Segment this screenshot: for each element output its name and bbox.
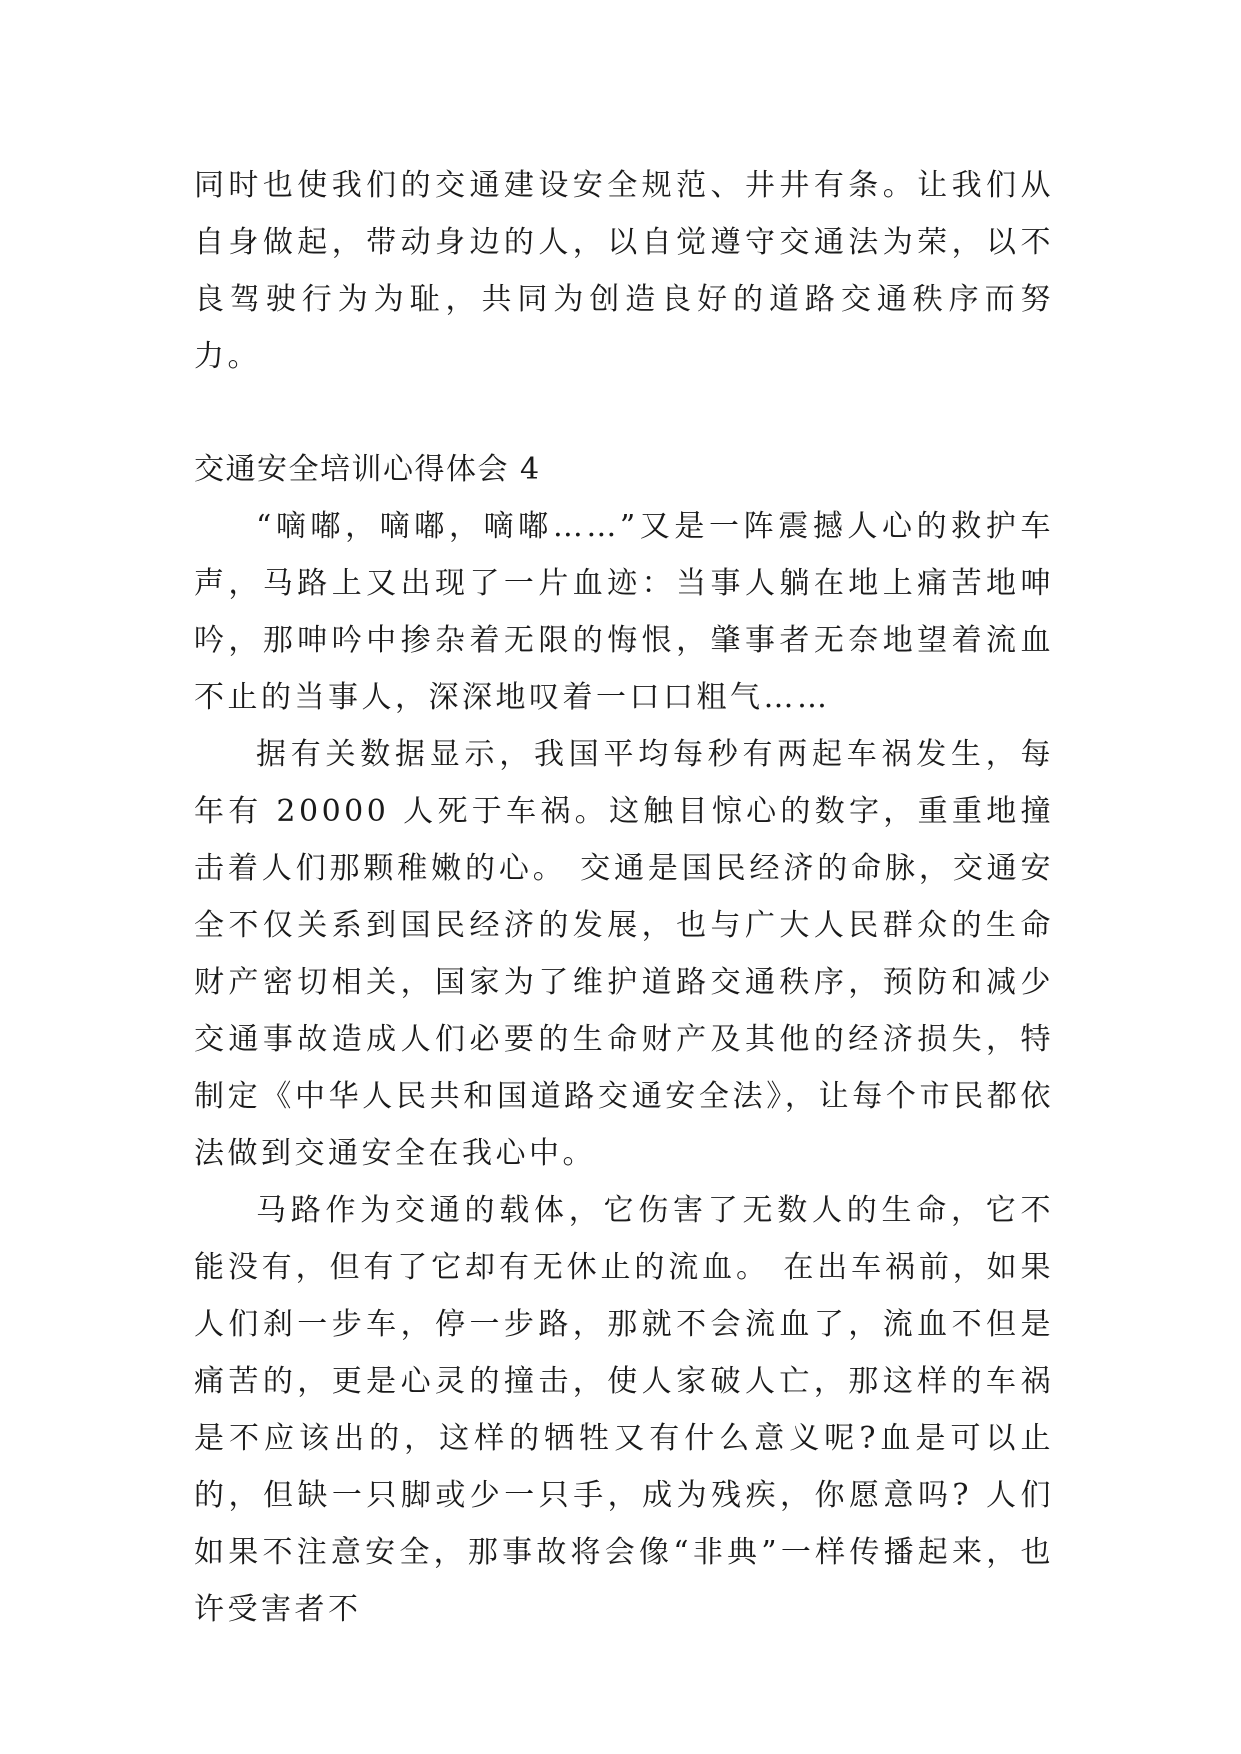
document-body — [194, 157, 1054, 1638]
paragraph-road: 马路作为交通的载体，它伤害了无数人的生命，它不能没有，但有了它却有无休止的流血。 在出车祸前，如果人们刹一步车，停一步路，那就不会流血了，流血不但是痛苦的，更是心灵的撞击，使人家破人亡，那这样的车祸是不应该出的，这样的牺牲又有什么意义呢?血是可以止的，但缺一只脚或少一只手，成为残疾，你愿意吗? 人们如果不注意安全，那事故将会像“非典”一样传播起来，也许受害者不 — [194, 1193, 1054, 1627]
paragraph-continuation: 同时也使我们的交通建设安全规范、井井有条。让我们从自身做起，带动身边的人，以自觉遵守交通法为荣，以不良驾驶行为为耻，共同为创造良好的道路交通秩序而努力。 — [194, 168, 1054, 374]
paragraph-ambulance: “嘀嘟，嘀嘟，嘀嘟……”又是一阵震撼人心的救护车声，马路上又出现了一片血迹：当事人躺在地上痛苦地呻吟，那呻吟中掺杂着无限的悔恨，肇事者无奈地望着流血不止的当事人，深深地叹着一口口粗气…… — [194, 509, 1054, 715]
section-heading: 交通安全培训心得体会 4 — [194, 452, 541, 487]
paragraph-statistics: 据有关数据显示，我国平均每秒有两起车祸发生，每年有 20000 人死于车祸。这触目惊心的数字，重重地撞击着人们那颗稚嫩的心。 交通是国民经济的命脉，交通安全不仅关系到国民经济的发展，也与广大人民群众的生命财产密切相关，国家为了维护道路交通秩序，预防和减少交通事故造成人们必要的生命财产及其他的经济损失，特制定《中华人民共和国道路交通安全法》，让每个市民都依法做到交通安全在我心中。 — [194, 737, 1054, 1171]
